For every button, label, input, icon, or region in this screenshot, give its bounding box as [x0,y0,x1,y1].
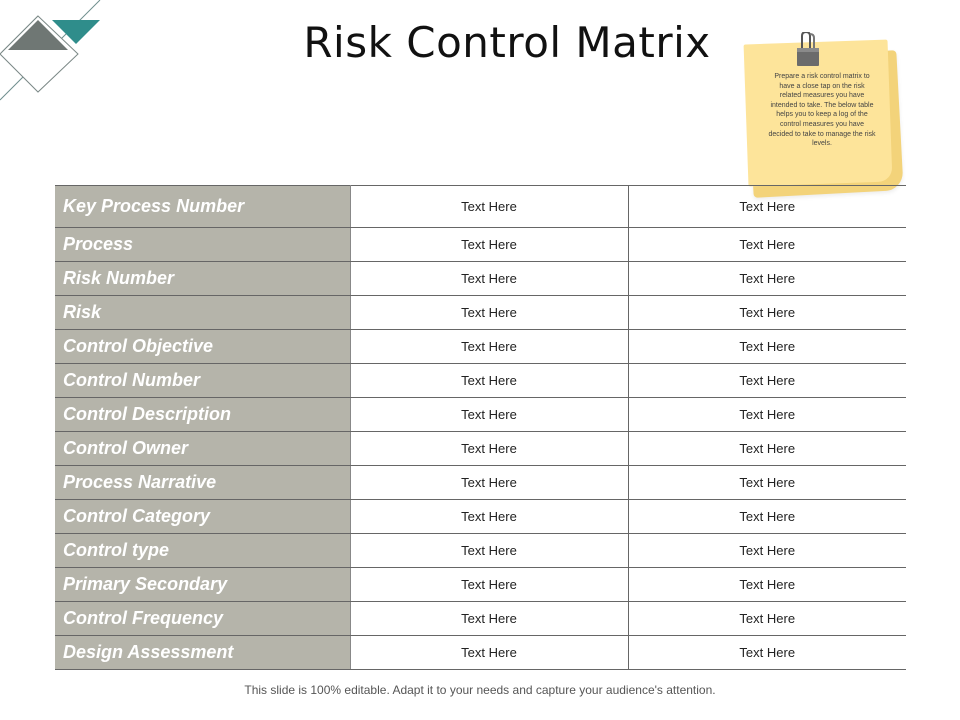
row-header: Design Assessment [55,636,350,670]
table-row [55,636,906,670]
table-cell: Text Here [628,228,906,262]
table-cell: Text Here [350,636,628,670]
table-row [55,466,906,500]
table-cell: Text Here [628,602,906,636]
table-cell: Text Here [350,228,628,262]
table-cell: Text Here [350,330,628,364]
table-cell: Text Here [628,466,906,500]
row-header: Process Narrative [55,466,350,500]
row-header: Control Owner [55,432,350,466]
table-cell: Text Here [350,500,628,534]
table-row [55,500,906,534]
table-row [55,262,906,296]
binder-clip-icon [794,32,822,68]
table-row [55,534,906,568]
footer-note: This slide is 100% editable. Adapt it to your needs and capture your audience's attention. [244,683,716,697]
row-header: Risk Number [55,262,350,296]
table-row [55,228,906,262]
sticky-note-text: Prepare a risk control matrix to have a close tap on the risk related measures you have intended to take. The below table helps you to keep a log of the control measures you have decided to take to manage the risk levels. [768,73,876,148]
row-header: Control type [55,534,350,568]
table-cell: Text Here [628,186,906,228]
sticky-note [738,30,914,200]
table-row [55,398,906,432]
table-row [55,602,906,636]
table-row [55,186,906,228]
row-header: Control Number [55,364,350,398]
table-cell: Text Here [628,500,906,534]
row-header: Control Description [55,398,350,432]
row-header: Key Process Number [55,186,350,228]
table-cell: Text Here [628,330,906,364]
table-cell: Text Here [350,466,628,500]
table-cell: Text Here [350,296,628,330]
table-row [55,432,906,466]
table-cell: Text Here [628,568,906,602]
table-cell: Text Here [350,432,628,466]
table-cell: Text Here [350,364,628,398]
row-header: Control Frequency [55,602,350,636]
table-cell: Text Here [350,262,628,296]
table-row [55,330,906,364]
table-cell: Text Here [628,262,906,296]
row-header: Risk [55,296,350,330]
table-cell: Text Here [628,398,906,432]
table-cell: Text Here [350,602,628,636]
row-header: Process [55,228,350,262]
table-row [55,568,906,602]
table-cell: Text Here [628,636,906,670]
table-row [55,296,906,330]
risk-control-table [55,185,906,670]
risk-control-table-body [55,186,906,670]
row-header: Control Objective [55,330,350,364]
row-header: Control Category [55,500,350,534]
table-cell: Text Here [350,568,628,602]
table-row [55,364,906,398]
page-title: Risk Control Matrix [303,18,711,67]
table-cell: Text Here [628,432,906,466]
table-cell: Text Here [350,534,628,568]
table-cell: Text Here [350,186,628,228]
table-cell: Text Here [628,296,906,330]
table-cell: Text Here [628,534,906,568]
table-cell: Text Here [628,364,906,398]
table-cell: Text Here [350,398,628,432]
row-header: Primary Secondary [55,568,350,602]
